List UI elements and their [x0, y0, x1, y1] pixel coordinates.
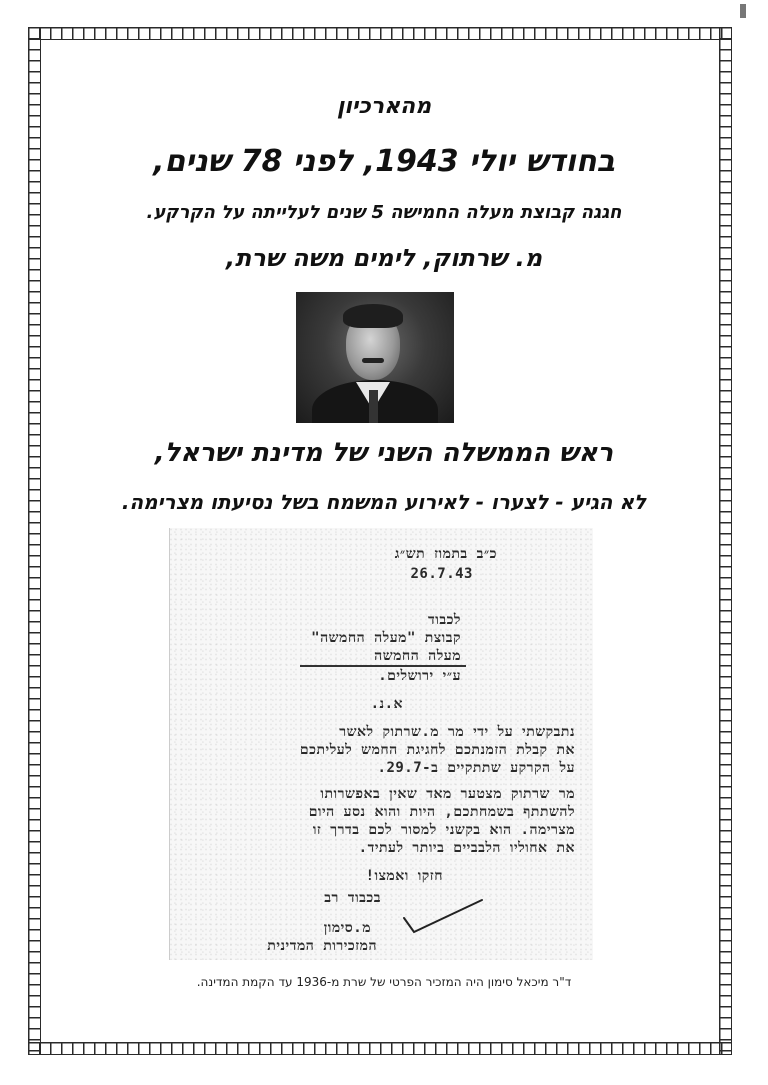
- portrait-photo: [296, 292, 454, 423]
- letter-p2-line2: להשתתף בשמחתכם, היות והוא נסע היום: [308, 804, 575, 820]
- letter-greeting: א.נ.: [370, 696, 403, 712]
- letter-signatory-title: המזכירות המדינית: [267, 938, 377, 954]
- absence-note: לא הגיע - לצערו - לאירוע המשמח בשל נסיעתו מצרימה.: [121, 490, 647, 514]
- letter-p1-line1: נתבקשתי על ידי מר מ.שרתוק לאשר: [339, 724, 575, 740]
- archive-heading: מהארכיון: [336, 94, 432, 119]
- letter-to-line1: לכבוד: [428, 612, 461, 628]
- letter-signatory-name: מ.סימון: [323, 920, 371, 936]
- scan-mark: [740, 4, 746, 18]
- person-name: מ. שרתוק, לימים משה שרת,: [225, 244, 543, 272]
- signature-mark: [400, 896, 486, 936]
- page-title: בחודש יולי 1943, לפני 78 שנים,: [153, 144, 615, 179]
- letter-p2-line1: מר שרתוק מצטער מאד שאין באפשרותו: [320, 786, 575, 802]
- letter-date: 26.7.43: [410, 566, 473, 582]
- portrait-mustache: [362, 358, 384, 363]
- letter-date-hebrew: כ״ב בתמוז תש״ג: [394, 546, 497, 562]
- person-role: ראש הממשלה השני של מדינת ישראל,: [154, 438, 614, 468]
- portrait-hair: [343, 304, 403, 328]
- scanned-letter: [169, 528, 593, 960]
- decorative-border-top: [28, 27, 732, 40]
- decorative-border-bottom: [28, 1042, 732, 1055]
- letter-p1-line3: על הקרקע שתתקיים ב-29.7.: [377, 760, 575, 776]
- letter-to-underline: [300, 665, 466, 667]
- letter-p1-line2: את קבלת הזמנתכם לחגיגת החמש לעליתכם: [299, 742, 575, 758]
- letter-closing-line1: חזקו ואמצו!: [365, 868, 443, 884]
- decorative-border-left: [28, 27, 41, 1055]
- decorative-border-right: [719, 27, 732, 1055]
- letter-p2-line4: את אחוליו הלבביים ביותר לעתיד.: [358, 840, 575, 856]
- page-subtitle: חגגה קבוצת מעלה החמישה 5 שנים לעלייתה על הקרקע.: [146, 202, 622, 223]
- letter-to-line2: קבוצת "מעלה החמשה": [311, 630, 461, 646]
- letter-to-line3: מעלה החמשה: [374, 648, 461, 664]
- letter-p2-line3: מצרימה. הוא בקשני למסור לכם בדרך זו: [312, 822, 575, 838]
- photo-caption: ד"ר מיכאל סימון היה המזכיר הפרטי של שרת מ-1936 עד הקמת המדינה.: [196, 975, 572, 989]
- letter-closing-line2: בכבוד רב: [324, 890, 381, 906]
- portrait-tie: [369, 390, 378, 423]
- letter-to-line4: ע״י ירושלים.: [378, 668, 461, 684]
